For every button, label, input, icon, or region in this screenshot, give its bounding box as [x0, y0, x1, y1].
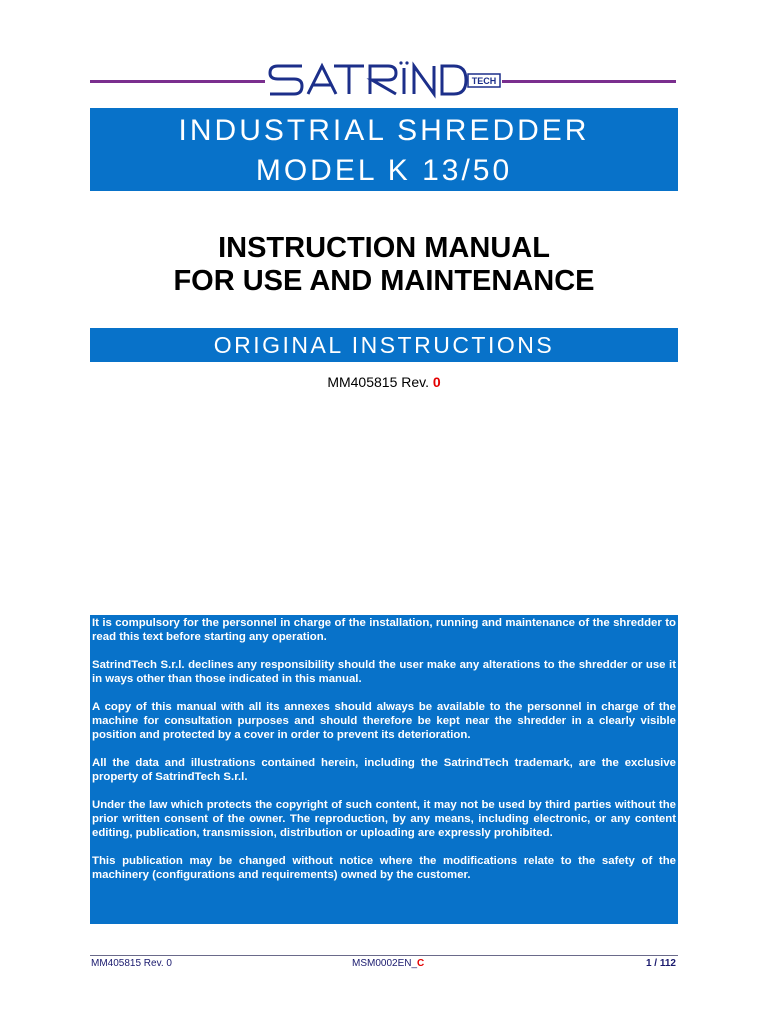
page-number: 1 / 112 — [645, 958, 676, 969]
notice-paragraph: A copy of this manual with all its annexes should always be available to the personnel in charge of the machine for consultation purposes and should therefore be kept near the shredder in a clearly visible position and protected by a cover in order to prevent its deterioration. — [92, 701, 676, 741]
manual-title-line1: INSTRUCTION MANUAL — [218, 232, 550, 264]
model-title: MODEL K 13/50 — [255, 154, 513, 187]
notice-paragraph: This publication may be changed without notice where the modifications relate to the safety of the machinery (configurations and requirements) owned by the customer. — [92, 855, 676, 881]
satrind-tech-logo — [268, 60, 502, 100]
footer-template-code — [352, 958, 424, 969]
product-title: INDUSTRIAL SHREDDER — [178, 114, 590, 147]
document-reference — [90, 374, 678, 390]
svg-text:TECH: TECH — [471, 76, 497, 86]
footer-template-rev: C — [417, 958, 425, 969]
manual-title-line2: FOR USE AND MAINTENANCE — [173, 265, 595, 297]
footer-template-id: MSM0002EN_ — [352, 958, 418, 969]
header-logo-row — [90, 60, 676, 100]
original-instructions-band: ORIGINAL INSTRUCTIONS — [90, 328, 678, 362]
notice-paragraph: All the data and illustrations contained herein, including the SatrindTech trademark, are the exclusive property of SatrindTech S.r.l. — [92, 757, 676, 783]
title-band — [90, 108, 678, 191]
footer-doc-code: MM405815 Rev. 0 — [91, 958, 172, 969]
logo-divider-left — [90, 80, 265, 83]
footer-divider — [90, 955, 678, 956]
notice-paragraph: It is compulsory for the personnel in charge of the installation, running and maintenance of the shredder to read this text before starting any operation. — [92, 617, 676, 643]
document-code: MM405815 Rev. — [327, 374, 433, 390]
revision-number: 0 — [432, 374, 441, 390]
logo-divider-right — [502, 80, 676, 83]
legal-notice-box — [90, 615, 678, 924]
notice-paragraph: SatrindTech S.r.l. declines any responsibility should the user make any alterations to the shredder or use it in ways other than those indicated in this manual. — [92, 659, 676, 685]
notice-paragraph: Under the law which protects the copyright of such content, it may not be used by third parties without the prior written consent of the owner. The reproduction, by any means, including electronic, or any content editing, publication, transmission, distribution or uploading are expressly prohibited. — [92, 799, 676, 839]
